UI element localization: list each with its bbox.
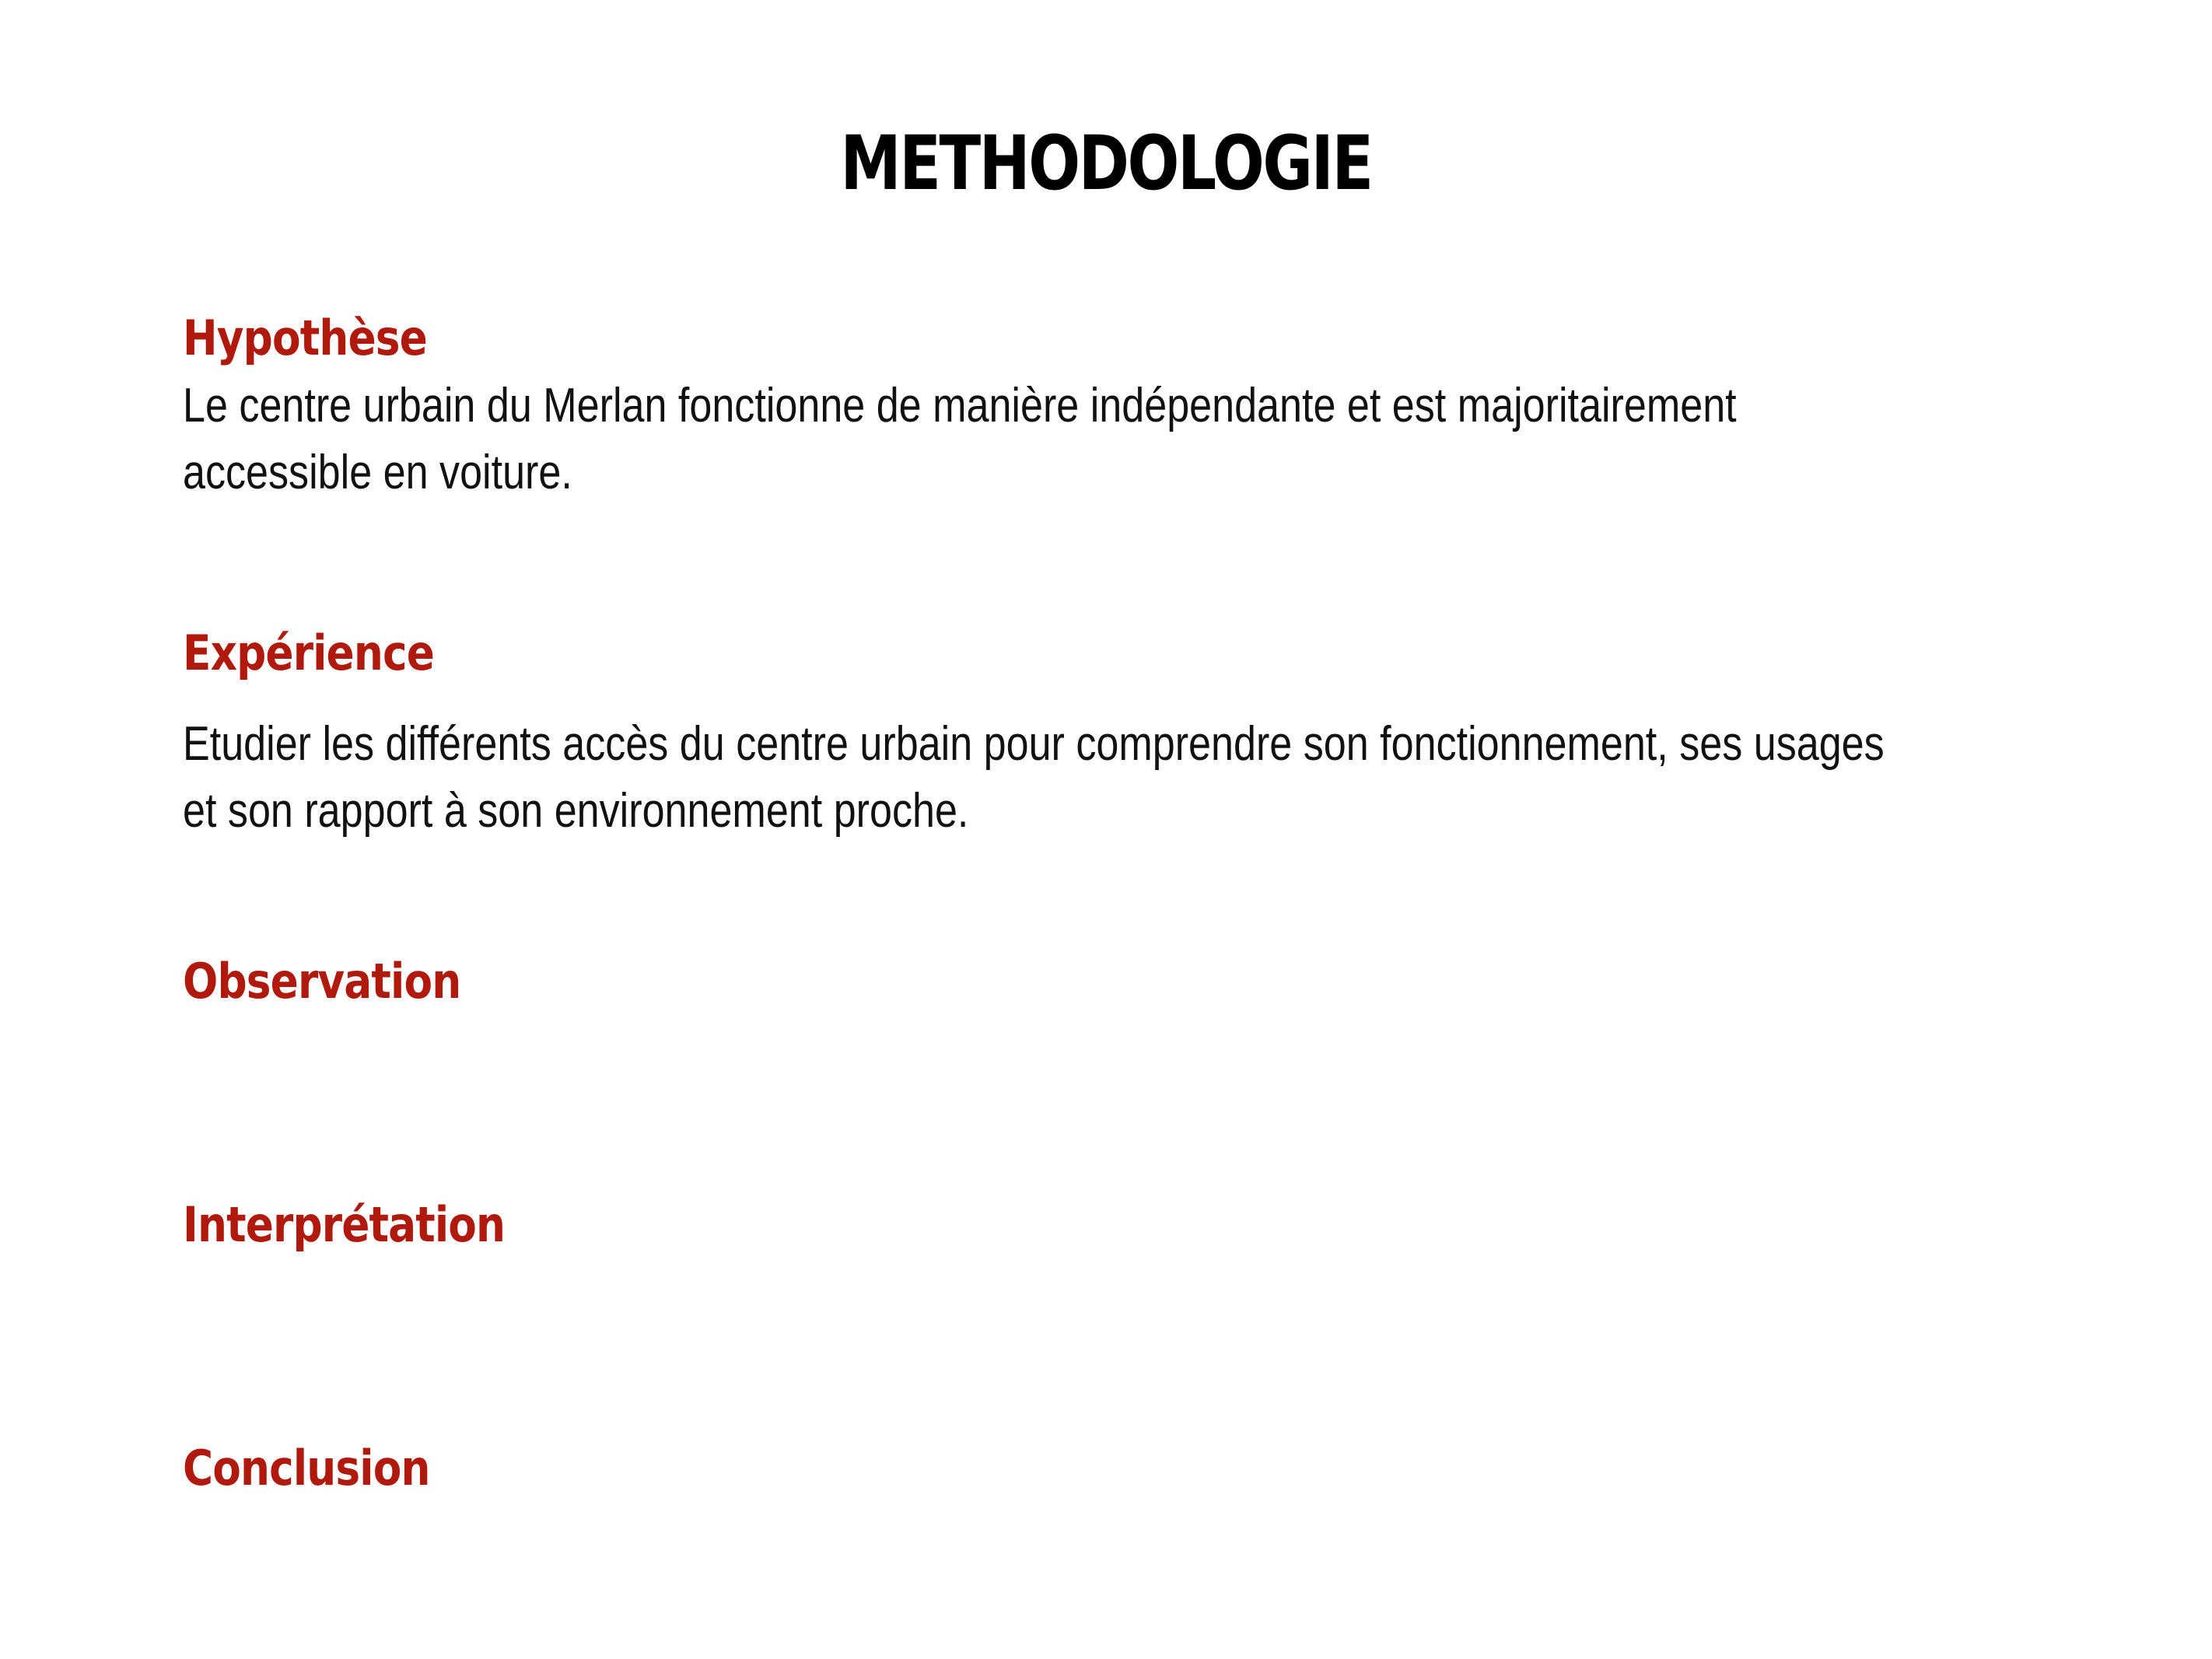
- section-interpretation: [183, 1194, 2081, 1256]
- section-conclusion: [183, 1437, 2081, 1500]
- section-hypothese: [183, 307, 2081, 506]
- section-body-experience: [183, 711, 1885, 845]
- section-heading-observation: Observation: [183, 953, 461, 1010]
- body-line: Etudier les différents accès du centre urbain pour comprendre son fonctionnement, ses usages: [183, 717, 1885, 771]
- body-line: Le centre urbain du Merlan fonctionne de manière indépendante et est majoritairement: [183, 379, 1737, 432]
- section-experience: [183, 622, 2081, 845]
- page-title: METHODOLOGIE: [840, 120, 1372, 207]
- section-heading-experience: Expérience: [183, 625, 435, 681]
- section-observation: [183, 950, 2081, 1013]
- section-body-hypothese: [183, 373, 1777, 506]
- body-line: et son rapport à son environnement proche.: [183, 784, 969, 838]
- section-heading-interpretation: Interprétation: [183, 1196, 506, 1253]
- section-heading-conclusion: Conclusion: [183, 1440, 430, 1496]
- section-heading-hypothese: Hypothèse: [183, 310, 427, 366]
- body-line: accessible en voiture.: [183, 446, 572, 499]
